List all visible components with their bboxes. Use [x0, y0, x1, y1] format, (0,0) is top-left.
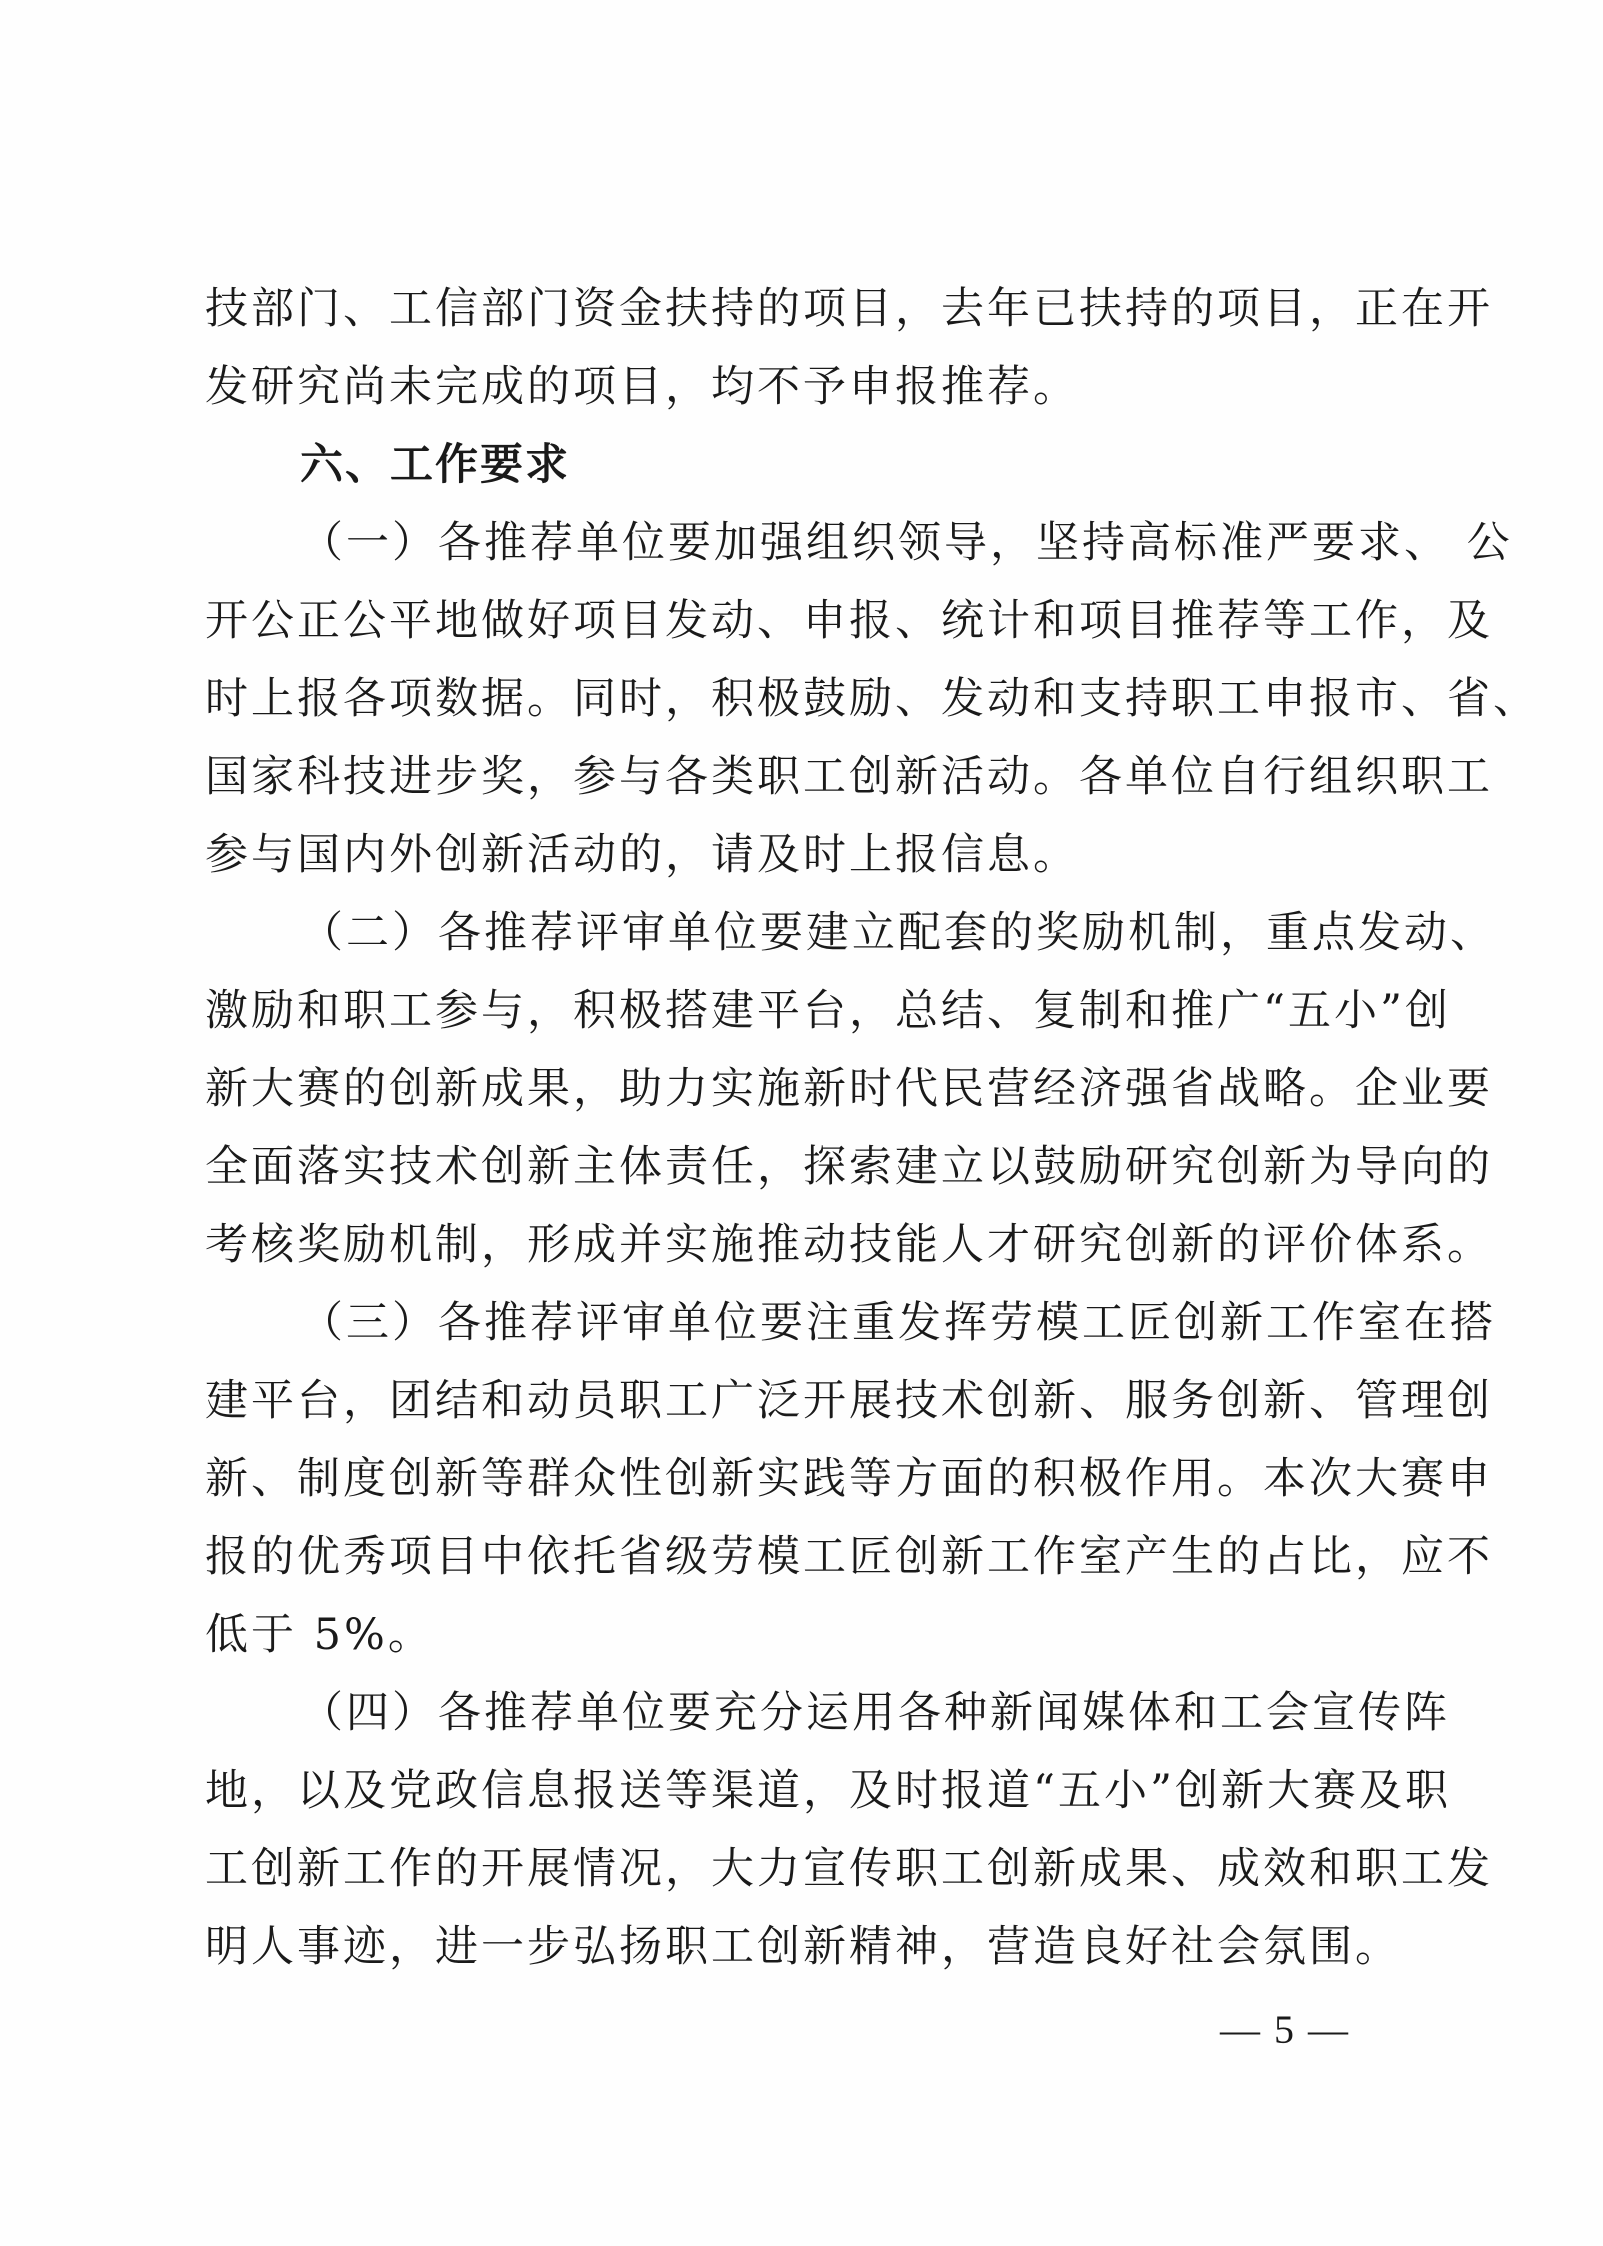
- body-line: 报的优秀项目中依托省级劳模工匠创新工作室产生的占比，应不: [205, 1532, 1493, 1582]
- body-line: 新、制度创新等群众性创新实践等方面的积极作用。本次大赛申: [205, 1454, 1493, 1504]
- document-body: [205, 270, 1539, 1986]
- body-line: 参与国内外创新活动的，请及时上报信息。: [205, 830, 1079, 880]
- body-line: 激励和职工参与，积极搭建平台，总结、复制和推广“五小”创: [205, 986, 1451, 1036]
- body-line: 考核奖励机制，形成并实施推动技能人才研究创新的评价体系。: [205, 1220, 1493, 1270]
- body-line: 时上报各项数据。同时，积极鼓励、发动和支持职工申报市、省、: [205, 674, 1539, 724]
- body-line: 建平台，团结和动员职工广泛开展技术创新、服务创新、管理创: [205, 1376, 1493, 1426]
- body-line: 地，以及党政信息报送等渠道，及时报道“五小”创新大赛及职: [205, 1766, 1451, 1816]
- body-line: 低于 5%。: [205, 1610, 434, 1660]
- paragraph-3-start: （三）各推荐评审单位要注重发挥劳模工匠创新工作室在搭: [300, 1298, 1496, 1348]
- body-line: 全面落实技术创新主体责任，探索建立以鼓励研究创新为导向的: [205, 1142, 1493, 1192]
- body-line: 工创新工作的开展情况，大力宣传职工创新成果、成效和职工发: [205, 1844, 1493, 1894]
- body-line: 新大赛的创新成果，助力实施新时代民营经济强省战略。企业要: [205, 1064, 1493, 1114]
- paragraph-1-start: （一）各推荐单位要加强组织领导，坚持高标准严要求、 公: [300, 518, 1513, 568]
- body-line: 开公正公平地做好项目发动、申报、统计和项目推荐等工作，及: [205, 596, 1493, 646]
- section-heading: 六、工作要求: [300, 440, 570, 490]
- body-line: 国家科技进步奖，参与各类职工创新活动。各单位自行组织职工: [205, 752, 1493, 802]
- paragraph-2-start: （二）各推荐评审单位要建立配套的奖励机制，重点发动、: [300, 908, 1496, 958]
- body-line: 明人事迹，进一步弘扬职工创新精神，营造良好社会氛围。: [205, 1922, 1401, 1972]
- paragraph-4-start: （四）各推荐单位要充分运用各种新闻媒体和工会宣传阵: [300, 1688, 1450, 1738]
- body-line: 发研究尚未完成的项目，均不予申报推荐。: [205, 362, 1079, 412]
- page-number: — 5 —: [1220, 2007, 1350, 2052]
- body-line: 技部门、工信部门资金扶持的项目，去年已扶持的项目，正在开: [205, 284, 1493, 334]
